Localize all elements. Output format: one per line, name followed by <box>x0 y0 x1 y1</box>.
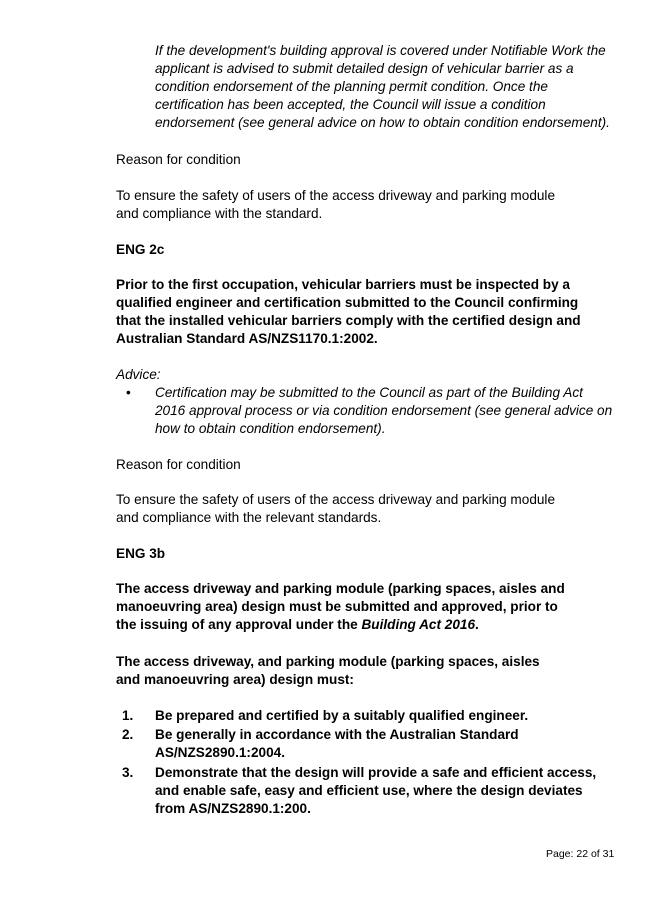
list-item-text: Be prepared and certified by a suitably qualified engineer. <box>155 708 529 723</box>
intro-advice-paragraph: If the development's building approval is covered under Notifiable Work the applicant is advised to submit detailed design of vehicular barrier as a condition endorsement of the planning permit condition. Once the certification has been accepted, the Council will issue a condition endorsement (see general advice on how to obtain condition endorsement). <box>155 43 610 130</box>
list-item-number: 2. <box>122 727 134 742</box>
list-item-number: 1. <box>122 708 134 723</box>
eng-3b-para1-end: . <box>475 617 479 632</box>
heading-eng-2c: ENG 2c <box>116 242 165 257</box>
eng-3b-para1-text: The access driveway and parking module (parking spaces, aisles and manoeuvring area) design must be submitted and approved, prior to the issuing of any approval under the <box>116 581 565 632</box>
reason-text-1: To ensure the safety of users of the access driveway and parking module and compliance with the standard. <box>116 188 556 221</box>
list-item-text: Demonstrate that the design will provide a safe and efficient access, and enable safe, easy and efficient use, where the design deviates from AS/NZS2890.1:200. <box>155 765 597 816</box>
heading-eng-3b: ENG 3b <box>116 546 166 561</box>
eng-3b-paragraph-2: The access driveway, and parking module (parking spaces, aisles and manoeuvring area) design must: <box>116 654 540 687</box>
advice-label: Advice: <box>116 367 161 382</box>
page-number-footer: Page: 22 of 31 <box>546 848 615 860</box>
list-item-number: 3. <box>122 765 134 780</box>
advice-bullet: • <box>126 385 131 400</box>
reason-text-2: To ensure the safety of users of the access driveway and parking module and compliance with the relevant standards. <box>116 492 556 525</box>
eng-3b-paragraph-1 <box>116 580 566 634</box>
reason-label-2: Reason for condition <box>116 457 241 472</box>
list-item-text: Be generally in accordance with the Australian Standard AS/NZS2890.1:2004. <box>155 727 519 760</box>
reason-label-1: Reason for condition <box>116 152 241 167</box>
building-act-reference: Building Act 2016 <box>361 617 476 632</box>
eng-2c-condition-text: Prior to the first occupation, vehicular barriers must be inspected by a qualified engineer and certification submitted to the Council confirming that the installed vehicular barriers comply with the certified design and Australian Standard AS/NZS1170.1:2002. <box>116 277 581 346</box>
advice-item: Certification may be submitted to the Council as part of the Building Act 2016 approval process or via condition endorsement (see general advice on how to obtain condition endorsement). <box>155 385 613 436</box>
